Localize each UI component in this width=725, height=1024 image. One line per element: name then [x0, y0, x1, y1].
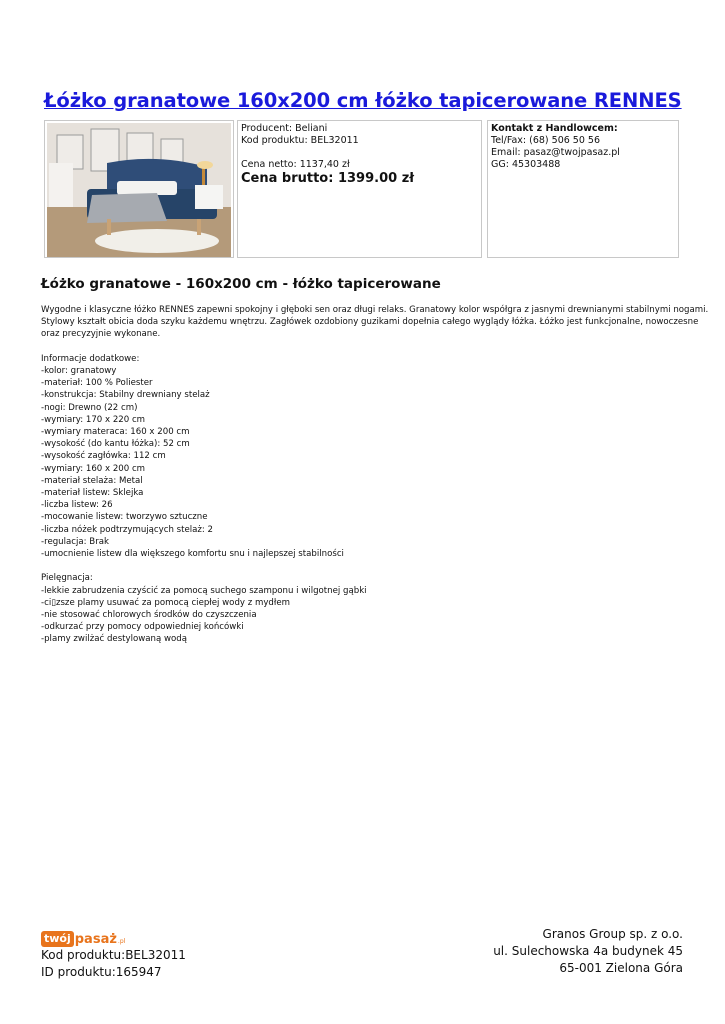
- care-item: -odkurzać przy pomocy odpowiedniej końcówki: [41, 622, 244, 633]
- care-item: -nie stosować chlorowych środków do czyszczenia: [41, 610, 257, 621]
- paragraph-line: Wygodne i klasyczne łóżko RENNES zapewni spokojny i głęboki sen oraz długi relaks. Granatowy kolor współgra z jasnymi drewnianymi stabilnymi nogami.: [41, 305, 709, 315]
- description-paragraph: [41, 304, 709, 341]
- paragraph-line: Stylowy kształt obicia doda szyku każdemu wnętrzu. Zagłówek ozdobiony guzikami dopełnia całego wyglądy łóżka. Łóżko jest funkcjonalne, nowoczesne: [41, 317, 699, 328]
- footer-left: [41, 927, 186, 981]
- info-item: -regulacja: Brak: [41, 536, 109, 547]
- contact-box: [487, 120, 679, 258]
- contact-phone: Tel/Fax: (68) 506 50 56: [491, 135, 600, 146]
- logo-badge: twój: [41, 931, 74, 947]
- care-heading: Pielęgnacja:: [41, 573, 93, 584]
- info-item: -wymiary: 170 x 220 cm: [41, 414, 146, 425]
- product-photo: [47, 123, 231, 257]
- footer-product-code: Kod produktu:BEL32011: [41, 948, 186, 962]
- info-item: -wymiary: 160 x 200 cm: [41, 463, 146, 474]
- footer-product-id: ID produktu:165947: [41, 965, 162, 979]
- paragraph-line: oraz precyzyjnie wykonane.: [41, 329, 161, 340]
- info-item: -konstrukcja: Stabilny drewniany stelaż: [41, 390, 210, 401]
- logo-word: pasaż: [74, 932, 117, 947]
- net-price: Cena netto: 1137,40 zł: [241, 159, 350, 170]
- info-heading: Informacje dodatkowe:: [41, 353, 140, 364]
- info-item: -wysokość zagłówka: 112 cm: [41, 451, 166, 462]
- info-item: -liczba nóżek podtrzymujących stelaż: 2: [41, 524, 214, 535]
- contact-gg: GG: 45303488: [491, 159, 561, 170]
- info-item: -wysokość (do kantu łóżka): 52 cm: [41, 439, 190, 450]
- description-subtitle: Łóżko granatowe - 160x200 cm - łóżko tapicerowane: [41, 276, 441, 292]
- info-item: -nogi: Drewno (22 cm): [41, 402, 138, 413]
- contact-heading: Kontakt z Handlowcem:: [491, 123, 618, 134]
- product-code-text: Kod produktu: BEL32011: [241, 135, 359, 146]
- info-item: -materiał stelaża: Metal: [41, 475, 143, 486]
- company-street: ul. Sulechowska 4a budynek 45: [493, 944, 683, 958]
- care-item: -ci▯zsze plamy usuwać za pomocą ciepłej wody z mydłem: [41, 597, 290, 608]
- info-item: -mocowanie listew: tworzywo sztuczne: [41, 512, 208, 523]
- gross-price: Cena brutto: 1399.00 zł: [241, 171, 415, 186]
- info-item: -liczba listew: 26: [41, 500, 113, 511]
- info-list: [41, 365, 686, 560]
- info-item: -kolor: granatowy: [41, 366, 117, 376]
- info-item: -materiał: 100 % Poliester: [41, 378, 153, 389]
- info-item: -materiał listew: Sklejka: [41, 488, 144, 499]
- description-body: [41, 304, 709, 646]
- producer-text: Producent: Beliani: [241, 123, 328, 134]
- care-item: -plamy zwilżać destylowaną wodą: [41, 634, 188, 645]
- company-name: Granos Group sp. z o.o.: [542, 927, 683, 941]
- product-info-box: [237, 120, 482, 258]
- product-title-link[interactable]: Łóżko granatowe 160x200 cm łóżko tapicerowane RENNES: [44, 89, 682, 112]
- contact-email: Email: pasaz@twojpasaz.pl: [491, 147, 620, 158]
- care-list: [41, 585, 686, 646]
- info-item: -umocnienie listew dla większego komfortu snu i najlepszej stabilności: [41, 549, 344, 560]
- company-address: [493, 926, 683, 977]
- logo-domain: .pl: [117, 938, 126, 945]
- company-city: 65-001 Zielona Góra: [559, 961, 683, 975]
- care-item: -lekkie zabrudzenia czyścić za pomocą suchego szamponu i wilgotnej gąbki: [41, 585, 367, 596]
- twojpasaz-logo: [41, 927, 186, 947]
- product-image-box: [44, 120, 234, 258]
- info-item: -wymiary materaca: 160 x 200 cm: [41, 427, 190, 438]
